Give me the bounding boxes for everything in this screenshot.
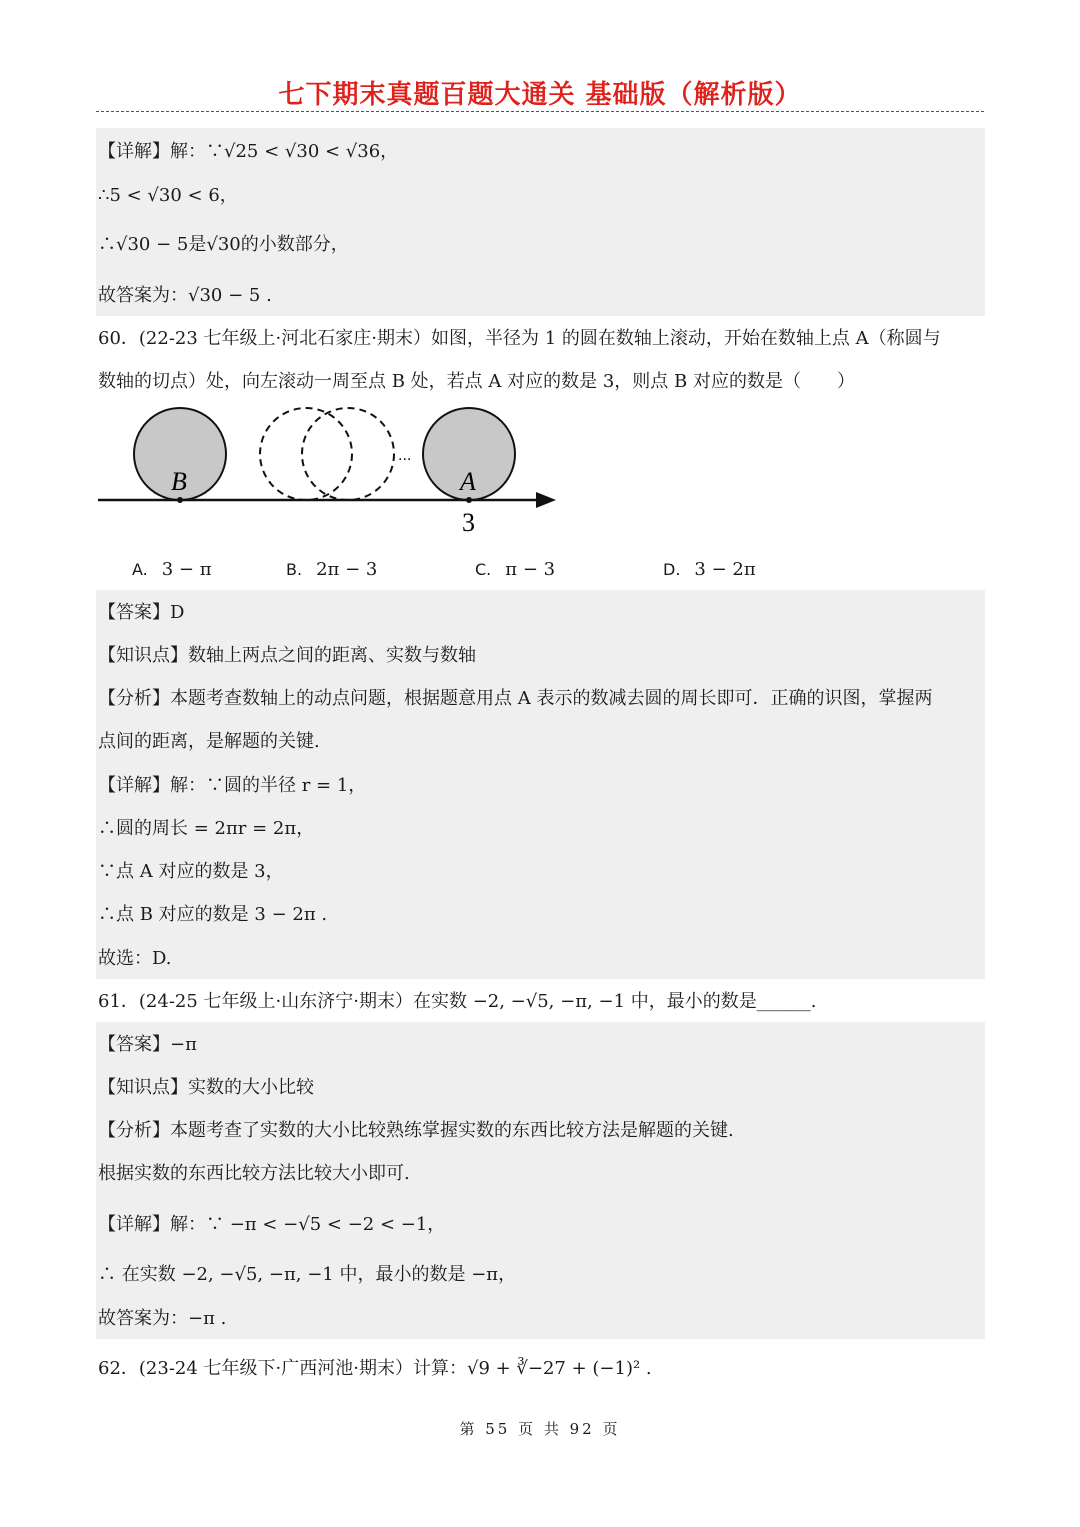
q62-stem: 62．(23-24 七年级下·广西河池·期末）计算：√9 + ∛−27 + (−1)² . xyxy=(98,1358,652,1379)
q61-analysis-line-1: 【分析】本题考查了实数的大小比较熟练掌握实数的东西比较方法是解题的关键. xyxy=(98,1120,734,1141)
q60-stem-line-2: 数轴的切点）处，向左滚动一周至点 B 处，若点 A 对应的数是 3，则点 B 对应的数是（ ） xyxy=(98,371,855,392)
option-a-text: 3 − π xyxy=(161,559,212,580)
q60-detail-line-2: ∴圆的周长 = 2πr = 2π， xyxy=(98,818,315,839)
page-footer: 第 55 页 共 92 页 xyxy=(459,1420,621,1438)
point-a xyxy=(466,497,472,503)
q61-detail-line-1: 【详解】解：∵ −π < −√5 < −2 < −1， xyxy=(98,1214,446,1235)
header-divider xyxy=(96,111,984,112)
q60-knowledge: 【知识点】数轴上两点之间的距离、实数与数轴 xyxy=(98,645,476,666)
option-a-key: A. xyxy=(132,560,148,579)
q61-detail-line-3: 故答案为：−π . xyxy=(98,1308,227,1329)
option-b-key: B. xyxy=(286,560,303,579)
prev-solution-line-4: 故答案为：√30 − 5 . xyxy=(98,285,272,306)
dashed-circle-1 xyxy=(260,408,352,500)
option-c-text: π − 3 xyxy=(505,559,556,580)
axis-arrowhead xyxy=(536,492,556,508)
tick-label-3: 3 xyxy=(462,508,475,537)
option-d-key: D. xyxy=(663,560,681,579)
point-b xyxy=(177,497,183,503)
q60-detail-line-5: 故选：D. xyxy=(98,948,172,969)
q60-detail-line-3: ∵点 A 对应的数是 3， xyxy=(98,861,284,882)
option-b-text: 2π − 3 xyxy=(316,559,378,580)
q60-analysis-line-2: 点间的距离，是解题的关键. xyxy=(98,731,320,752)
option-d-text: 3 − 2π xyxy=(694,559,756,580)
prev-solution-line-1: 【详解】解：∵√25 < √30 < √36， xyxy=(98,141,399,162)
q60-option-d[interactable] xyxy=(663,558,756,582)
q60-answer: 【答案】D xyxy=(98,602,185,623)
prev-solution-line-2: ∴5 < √30 < 6， xyxy=(98,185,238,206)
dashed-circle-2 xyxy=(302,408,394,500)
page-header-title: 七下期末真题百题大通关 基础版（解析版） xyxy=(278,80,802,110)
prev-solution-line-3: ∴√30 − 5是√30的小数部分， xyxy=(98,234,349,255)
q60-detail-line-4: ∴点 B 对应的数是 3 − 2π . xyxy=(98,904,328,925)
label-a: A xyxy=(460,467,476,496)
q61-answer: 【答案】−π xyxy=(98,1034,197,1055)
q60-option-c[interactable] xyxy=(475,558,555,582)
q60-detail-line-1: 【详解】解：∵圆的半径 r = 1， xyxy=(98,775,367,796)
ellipsis-dots: ··· xyxy=(398,452,412,468)
q61-detail-line-2: ∴ 在实数 −2, −√5, −π, −1 中，最小的数是 −π， xyxy=(98,1264,517,1285)
label-b: B xyxy=(171,467,187,496)
q60-option-b[interactable] xyxy=(286,558,377,582)
q60-option-a[interactable] xyxy=(132,558,212,582)
q60-analysis-line-1: 【分析】本题考查数轴上的动点问题，根据题意用点 A 表示的数减去圆的周长即可．正确的识图，掌握两 xyxy=(98,688,933,709)
q60-stem-line-1: 60．(22-23 七年级上·河北石家庄·期末）如图，半径为 1 的圆在数轴上滚动，开始在数轴上点 A（称圆与 xyxy=(98,328,941,349)
q61-stem: 61．(24-25 七年级上·山东济宁·期末）在实数 −2, −√5, −π, −1 中，最小的数是______. xyxy=(98,991,817,1012)
q61-knowledge: 【知识点】实数的大小比较 xyxy=(98,1077,314,1098)
option-c-key: C. xyxy=(475,560,492,579)
q60-rolling-circle-figure xyxy=(96,400,566,540)
q61-analysis-line-2: 根据实数的东西比较方法比较大小即可. xyxy=(98,1163,410,1184)
